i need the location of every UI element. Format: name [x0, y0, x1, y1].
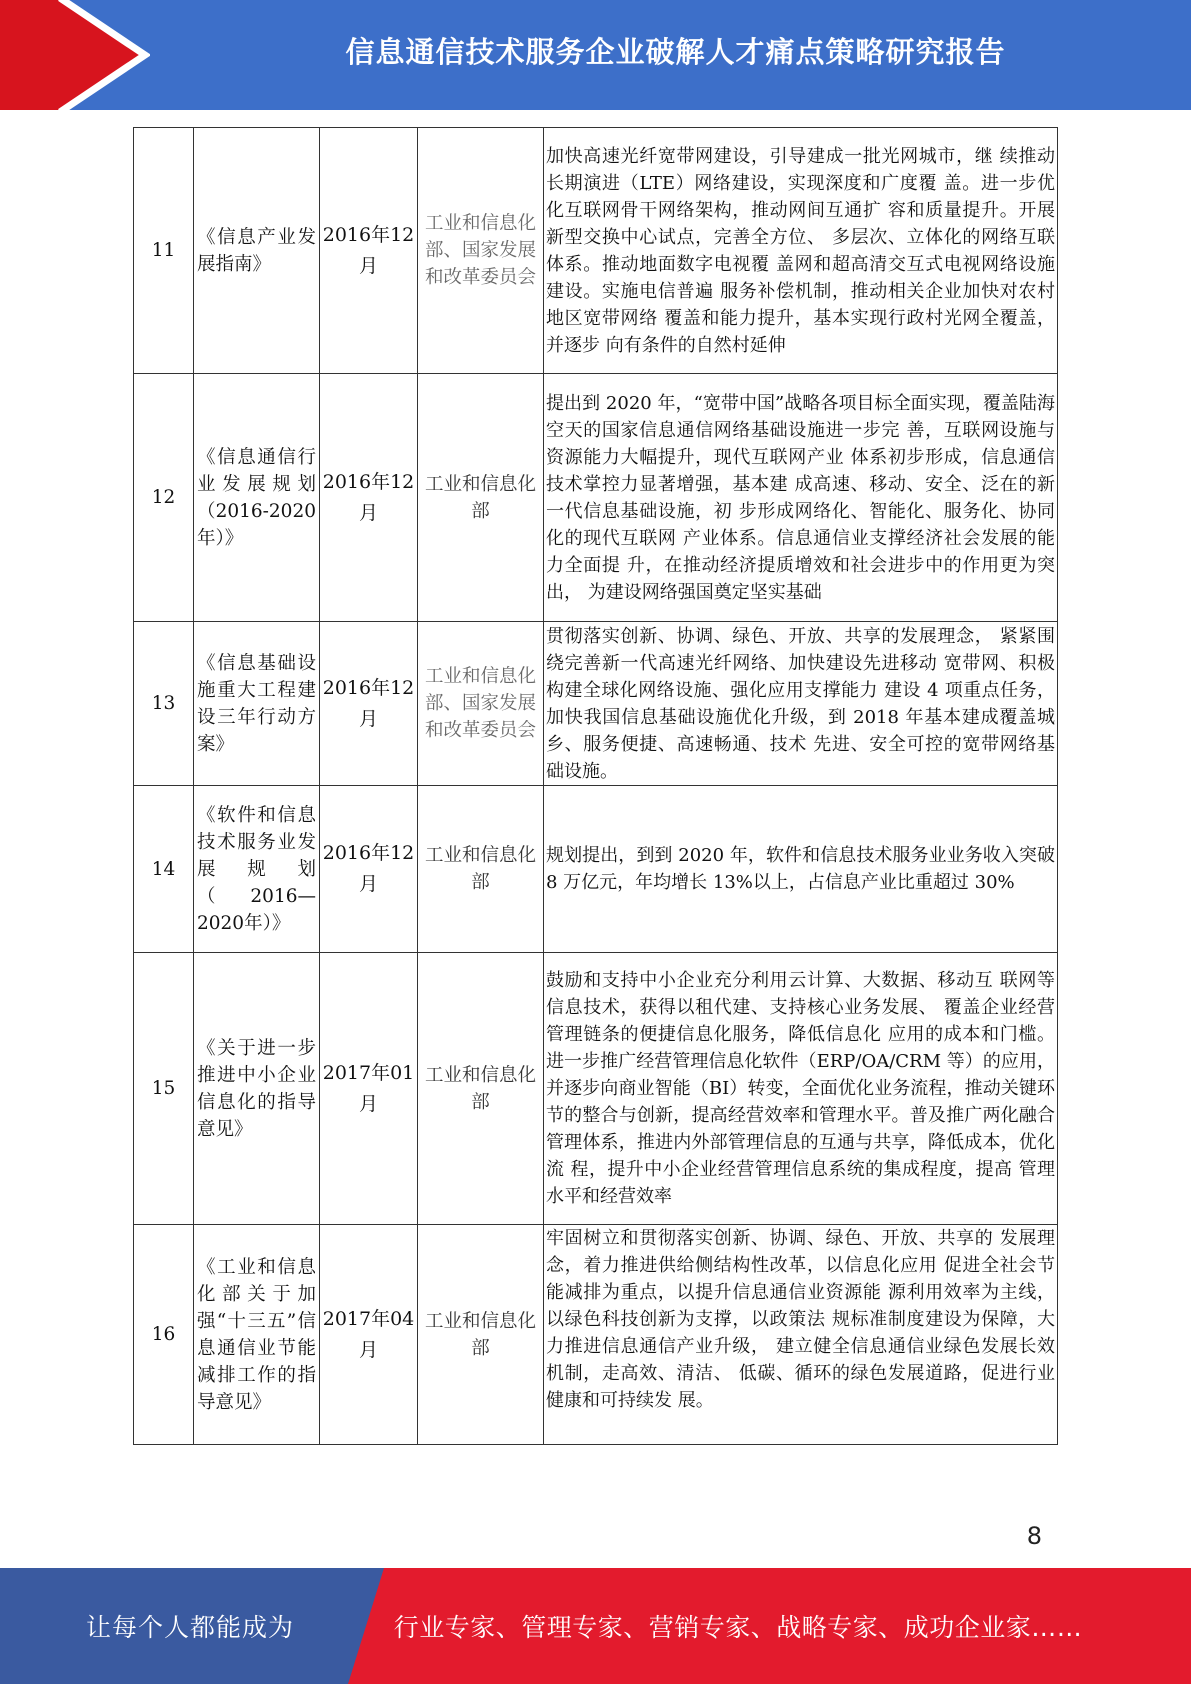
- policy-name: 《信息基础设施重大工程建设三年行动方案》: [194, 622, 320, 786]
- page-number: 8: [1026, 1522, 1042, 1550]
- issuing-department: 工业和信息化部、国家发展和改革委员会: [418, 622, 544, 786]
- issue-date: 2016年12月: [320, 786, 418, 953]
- policy-content: 鼓励和支持中小企业充分利用云计算、大数据、移动互 联网等信息技术，获得以租代建、支持核心业务发展、 覆盖企业经营管理链条的便捷信息化服务，降低信息化 应用的成本和门槛。进一步推广经营管理信息化软件（ERP/OA/CRM 等）的应用，并逐步向商业智能（BI）转变，全面优化业务流程，推动关键环节的整合与创新，提高经营效率和管理水平。普及推广两化融合管理体系，推进内外部管理信息的互通与共享，降低成本，优化流 程，提升中小企业经营管理信息系统的集成程度，提高 管理水平和经营效率: [544, 953, 1058, 1225]
- issue-date: 2016年12月: [320, 128, 418, 374]
- table-row: [134, 1225, 1058, 1445]
- table-row: [134, 128, 1058, 374]
- header-arrow-decoration: [0, 0, 150, 110]
- issuing-department: 工业和信息化部、国家发展和改革委员会: [418, 128, 544, 374]
- table-row: [134, 786, 1058, 953]
- row-number: 16: [134, 1225, 194, 1445]
- footer-slogan-left: 让每个人都能成为: [85, 1613, 294, 1642]
- row-number: 14: [134, 786, 194, 953]
- issuing-department: 工业和信息化部: [418, 786, 544, 953]
- policy-content: 提出到 2020 年，“宽带中国”战略各项目标全面实现，覆盖陆海空天的国家信息通信网络基础设施进一步完 善，互联网设施与资源能力大幅提升，现代互联网产业 体系初步形成，信息通信技术掌控力显著增强，基本建 成高速、移动、安全、泛在的新一代信息基础设施，初 步形成网络化、智能化、服务化、协同化的现代互联网 产业体系。信息通信业支撑经济社会发展的能力全面提 升，在推动经济提质增效和社会进步中的作用更为突出， 为建设网络强国奠定坚实基础: [544, 374, 1058, 622]
- table-row: [134, 374, 1058, 622]
- issuing-department: 工业和信息化部: [418, 953, 544, 1225]
- row-number: 13: [134, 622, 194, 786]
- report-title: 信息通信技术服务企业破解人才痛点策略研究报告: [345, 34, 1006, 69]
- policy-content: 贯彻落实创新、协调、绿色、开放、共享的发展理念， 紧紧围绕完善新一代高速光纤网络、加快建设先进移动 宽带网、积极构建全球化网络设施、强化应用支撑能力 建设 4 项重点任务，加快我国信息基础设施优化升级，到 2018 年基本建成覆盖城乡、服务便捷、高速畅通、技术 先进、安全可控的宽带网络基础设施。: [544, 622, 1058, 786]
- footer-banner: [0, 1568, 1191, 1684]
- policy-name: 《工业和信息化部关于加强“十三五”信息通信业节能减排工作的指导意见》: [194, 1225, 320, 1445]
- footer-slogan-right: 行业专家、管理专家、营销专家、战略专家、成功企业家……: [393, 1613, 1083, 1642]
- header-banner: [0, 0, 1191, 110]
- table-row: [134, 622, 1058, 786]
- issue-date: 2017年01月: [320, 953, 418, 1225]
- policy-content: 牢固树立和贯彻落实创新、协调、绿色、开放、共享的 发展理念，着力推进供给侧结构性改革，以信息化应用 促进全社会节能减排为重点，以提升信息通信业资源能 源利用效率为主线，以绿色科技创新为支撑，以政策法 规标准制度建设为保障，大力推进信息通信产业升级， 建立健全信息通信业绿色发展长效机制，走高效、清洁、 低碳、循环的绿色发展道路，促进行业健康和可持续发 展。: [544, 1225, 1058, 1445]
- policy-content: 规划提出，到到 2020 年，软件和信息技术服务业业务收入突破 8 万亿元，年均增长 13%以上，占信息产业比重超过 30%: [544, 786, 1058, 953]
- row-number: 15: [134, 953, 194, 1225]
- table-row: [134, 953, 1058, 1225]
- policy-name: 《软件和信息技术服务业发展规划（2016—2020年）》: [194, 786, 320, 953]
- issue-date: 2016年12月: [320, 622, 418, 786]
- row-number: 11: [134, 128, 194, 374]
- issuing-department: 工业和信息化部: [418, 374, 544, 622]
- issue-date: 2016年12月: [320, 374, 418, 622]
- policy-table: [133, 127, 1058, 1445]
- issuing-department: 工业和信息化部: [418, 1225, 544, 1445]
- policy-name: 《信息通信行业发展规划（2016-2020年）》: [194, 374, 320, 622]
- policy-name: 《关于进一步推进中小企业信息化的指导意见》: [194, 953, 320, 1225]
- issue-date: 2017年04月: [320, 1225, 418, 1445]
- row-number: 12: [134, 374, 194, 622]
- policy-content: 加快高速光纤宽带网建设，引导建成一批光网城市，继 续推动长期演进（LTE）网络建设，实现深度和广度覆 盖。进一步优化互联网骨干网络架构，推动网间互通扩 容和质量提升。开展新型交换中心试点，完善全方位、 多层次、立体化的网络互联体系。推动地面数字电视覆 盖网和超高清交互式电视网络设施建设。实施电信普遍 服务补偿机制，推动相关企业加快对农村地区宽带网络 覆盖和能力提升，基本实现行政村光网全覆盖，并逐步 向有条件的自然村延伸: [544, 128, 1058, 374]
- policy-name: 《信息产业发展指南》: [194, 128, 320, 374]
